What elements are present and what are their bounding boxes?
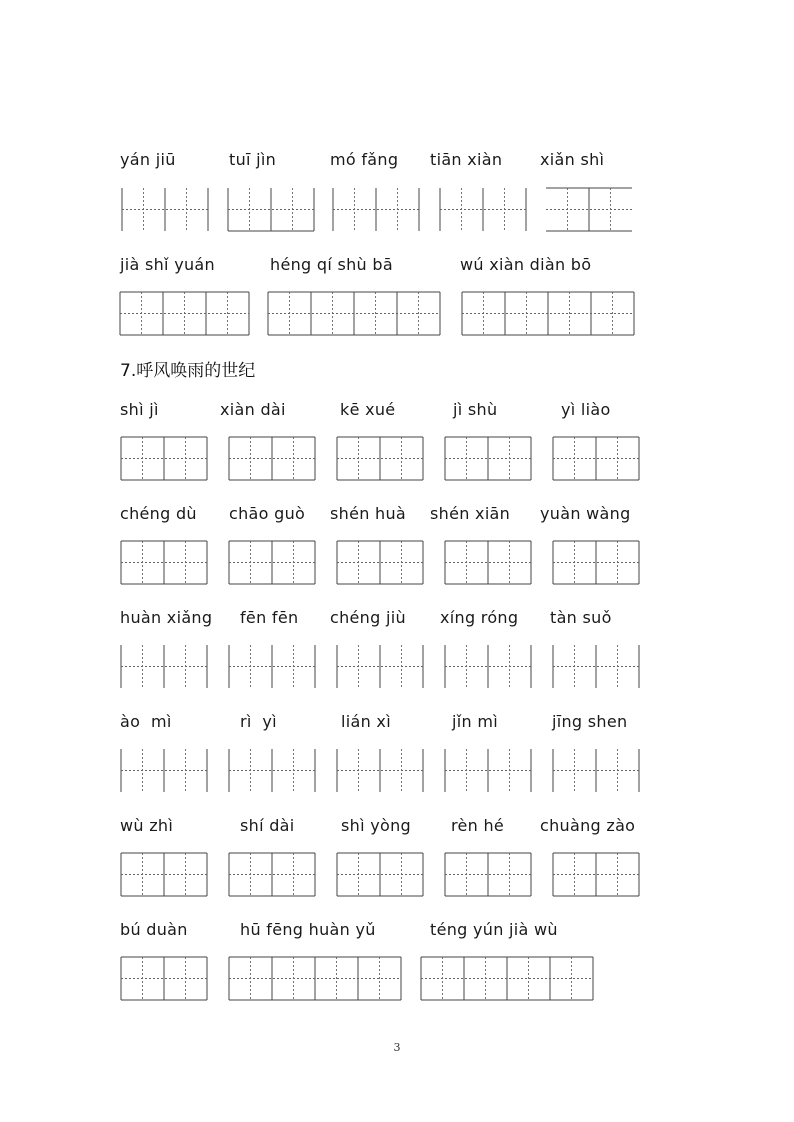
pinyin-label: jì shù bbox=[453, 400, 498, 419]
pinyin-label: rèn hé bbox=[451, 816, 505, 835]
pinyin-label: tiān xiàn bbox=[430, 150, 503, 169]
pinyin-label: shén huà bbox=[330, 504, 407, 523]
pinyin-label: yuàn wàng bbox=[540, 504, 631, 523]
pinyin-label: jīng shen bbox=[552, 712, 628, 731]
pinyin-label: xiǎn shì bbox=[540, 150, 605, 169]
pinyin-label: tuī jìn bbox=[229, 150, 277, 169]
pinyin-label: chéng jiù bbox=[330, 608, 406, 627]
pinyin-label: tàn suǒ bbox=[550, 608, 612, 627]
pinyin-label: chāo guò bbox=[229, 504, 306, 523]
pinyin-label: chéng dù bbox=[120, 504, 197, 523]
pinyin-label: rì yì bbox=[240, 712, 277, 731]
pinyin-label: bú duàn bbox=[120, 920, 188, 939]
pinyin-label: mó fǎng bbox=[330, 150, 399, 169]
pinyin-label: kē xué bbox=[340, 400, 396, 419]
pinyin-label: jǐn mì bbox=[452, 712, 498, 731]
pinyin-label: yán jiū bbox=[120, 150, 176, 169]
pinyin-label: héng qí shù bā bbox=[270, 255, 393, 274]
pinyin-label: huàn xiǎng bbox=[120, 608, 213, 627]
pinyin-label: shí dài bbox=[240, 816, 295, 835]
pinyin-label: fēn fēn bbox=[240, 608, 299, 627]
pinyin-label: téng yún jià wù bbox=[430, 920, 558, 939]
pinyin-label: jià shǐ yuán bbox=[120, 255, 215, 274]
pinyin-label: ào mì bbox=[120, 712, 172, 731]
pinyin-label: shén xiān bbox=[430, 504, 511, 523]
pinyin-label: shì yòng bbox=[341, 816, 411, 835]
pinyin-label: hū fēng huàn yǔ bbox=[240, 920, 376, 939]
pinyin-label: xíng róng bbox=[440, 608, 519, 627]
page-number: 3 bbox=[393, 1041, 401, 1054]
pinyin-label: yì liào bbox=[561, 400, 611, 419]
section-heading: 7.呼风唤雨的世纪 bbox=[120, 361, 256, 381]
pinyin-label: chuàng zào bbox=[540, 816, 636, 835]
pinyin-label: wù zhì bbox=[120, 816, 174, 835]
pinyin-label: shì jì bbox=[120, 400, 159, 419]
pinyin-label: wú xiàn diàn bō bbox=[460, 255, 592, 274]
pinyin-label: xiàn dài bbox=[220, 400, 286, 419]
pinyin-label: lián xì bbox=[341, 712, 391, 731]
